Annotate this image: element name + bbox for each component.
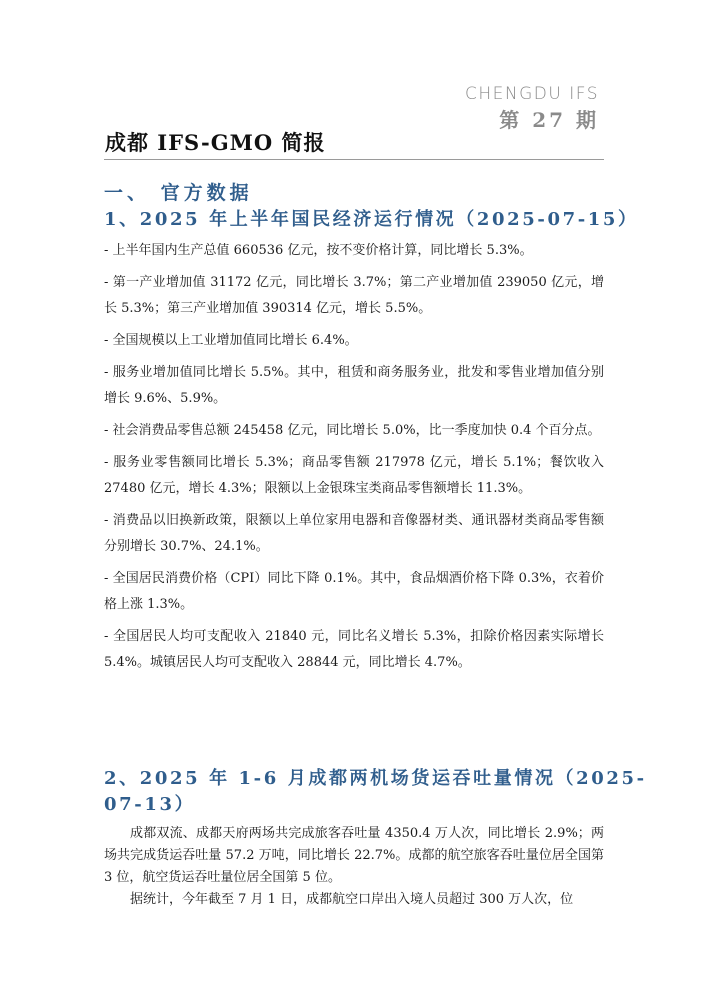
header-divider <box>104 159 604 160</box>
bullet-services-retail: - 服务业零售额同比增长 5.3%；商品零售额 217978 亿元，增长 5.1%；餐饮收入 27480 亿元，增长 4.3%；限额以上金银珠宝类商品零售额增长 11.3%。 <box>104 455 604 496</box>
bullet-retail-sales: - 社会消费品零售总额 245458 亿元，同比增长 5.0%，比一季度加快 0.4 个百分点。 <box>104 423 601 438</box>
paragraph-port-stats: 据统计，今年截至 7 月 1 日，成都航空口岸出入境人员超过 300 万人次，位 <box>130 892 574 907</box>
bullet-industrial-output: - 全国规模以上工业增加值同比增长 6.4%。 <box>104 333 358 348</box>
economy-bullet-list <box>104 238 604 682</box>
airport-paragraphs <box>104 823 604 911</box>
item-heading-h1-economy: 1、2025 年上半年国民经济运行情况（2025-07-15） <box>104 209 639 230</box>
bullet-gdp: - 上半年国内生产总值 660536 亿元，按不变价格计算，同比增长 5.3%。 <box>104 243 533 258</box>
item-heading-line-2: 07-13） <box>104 794 196 815</box>
bullet-services: - 服务业增加值同比增长 5.5%。其中，租赁和商务服务业，批发和零售业增加值分别增长 9.6%、5.9%。 <box>104 365 604 406</box>
brand-wordmark: CHENGDU IFS <box>464 84 599 104</box>
bullet-cpi: - 全国居民消费价格（CPI）同比下降 0.1%。其中，食品烟酒价格下降 0.3%，衣着价格上涨 1.3%。 <box>104 571 604 612</box>
section-heading-official-data: 一、 官方数据 <box>104 182 253 204</box>
bullet-trade-in-policy: - 消费品以旧换新政策，限额以上单位家用电器和音像器材类、通讯器材类商品零售额分别增长 30.7%、24.1%。 <box>104 513 604 554</box>
item-heading-airport-cargo <box>104 766 647 818</box>
item-heading-line-1: 2、2025 年 1-6 月成都两机场货运吞吐量情况（2025- <box>104 768 647 789</box>
bullet-industry-sectors: - 第一产业增加值 31172 亿元，同比增长 3.7%；第二产业增加值 239050 亿元，增长 5.3%；第三产业增加值 390314 亿元，增长 5.5%。 <box>104 275 604 316</box>
bullet-income: - 全国居民人均可支配收入 21840 元，同比名义增长 5.3%，扣除价格因素实际增长 5.4%。城镇居民人均可支配收入 28844 元，同比增长 4.7%。 <box>104 629 604 670</box>
report-title: 成都 IFS-GMO 简报 <box>105 130 326 155</box>
issue-number: 第 27 期 <box>499 108 599 132</box>
paragraph-throughput: 成都双流、成都天府两场共完成旅客吞吐量 4350.4 万人次，同比增长 2.9%；两场共完成货运吞吐量 57.2 万吨，同比增长 22.7%。成都的航空旅客吞吐量位居全国第 3 位，航空货运吞吐量位居全国第 5 位。 <box>104 826 604 885</box>
